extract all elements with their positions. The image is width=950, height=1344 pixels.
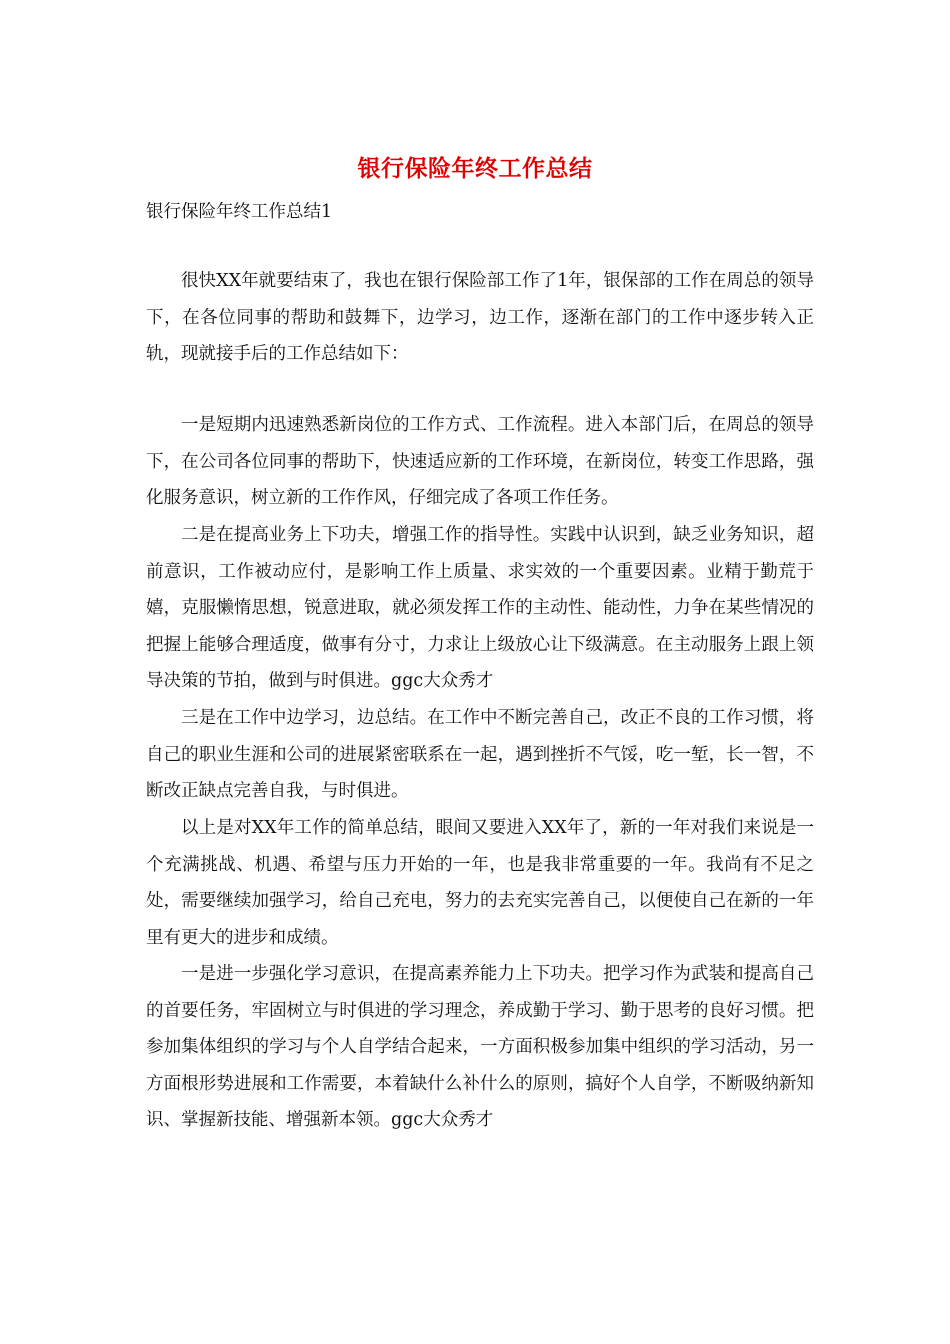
paragraph-point-2: 二是在提高业务上下功夫，增强工作的指导性。实践中认识到，缺乏业务知识，超前意识，工作被动应付，是影响工作上质量、求实效的一个重要因素。业精于勤荒于嬉，克服懒惰思想，锐意进取，就必须发挥工作的主动性、能动性，力争在某些情况的把握上能够合理适度，做事有分寸，力求让上级放心让下级满意。在主动服务上跟上领导决策的节拍，做到与时俱进。ggc大众秀才 [146,525,814,691]
document-subtitle: 银行保险年终工作总结1 [146,202,333,222]
paragraph-point-3: 三是在工作中边学习，边总结。在工作中不断完善自己，改正不良的工作习惯，将自己的职业生涯和公司的进展紧密联系在一起，遇到挫折不气馁，吃一堑，长一智，不断改正缺点完善自我，与时俱进。 [146,708,814,801]
paragraph-plan-1: 一是进一步强化学习意识，在提高素养能力上下功夫。把学习作为武装和提高自己的首要任务，牢固树立与时俱进的学习理念，养成勤于学习、勤于思考的良好习惯。把参加集体组织的学习与个人自学结合起来，一方面积极参加集中组织的学习活动，另一方面根形势进展和工作需要，本着缺什么补什么的原则，搞好个人自学，不断吸纳新知识、掌握新技能、增强新本领。ggc大众秀才 [146,964,814,1130]
paragraph-intro: 很快XX年就要结束了，我也在银行保险部工作了1年，银保部的工作在周总的领导下，在各位同事的帮助和鼓舞下，边学习，边工作，逐渐在部门的工作中逐步转入正轨，现就接手后的工作总结如下： [146,271,814,364]
paragraph-point-1: 一是短期内迅速熟悉新岗位的工作方式、工作流程。进入本部门后，在周总的领导下，在公司各位同事的帮助下，快速适应新的工作环境，在新岗位，转变工作思路，强化服务意识，树立新的工作作风，仔细完成了各项工作任务。 [146,415,814,508]
document-title: 银行保险年终工作总结 [357,155,593,182]
paragraph-summary: 以上是对XX年工作的简单总结，眼间又要进入XX年了，新的一年对我们来说是一个充满挑战、机遇、希望与压力开始的一年，也是我非常重要的一年。我尚有不足之处，需要继续加强学习，给自己充电，努力的去充实完善自己，以便使自己在新的一年里有更大的进步和成绩。 [146,818,814,948]
